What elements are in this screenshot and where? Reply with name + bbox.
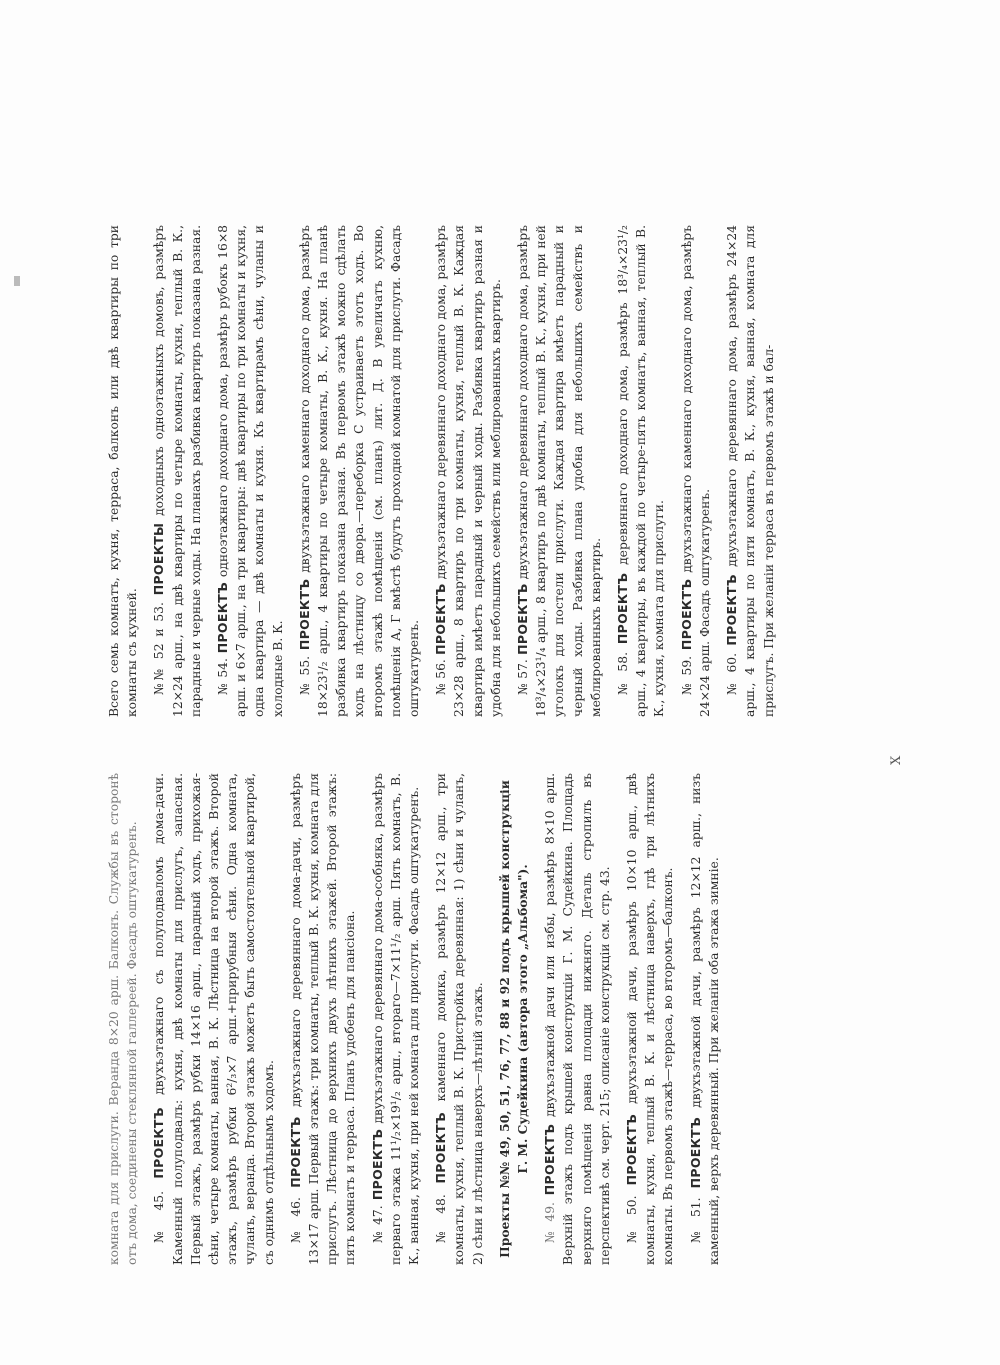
right-column <box>105 225 787 717</box>
paragraph-project-45: № 45. ПРОЕКТЪ двухъэтажнаго съ полуподваломъ дома-дачи. Каменный полуподвалъ: кухня, двѣ комнаты для прислугъ, запасная. Первый этажъ, размѣръ рубки 14×16 арш., парадный ходъ, прихожая-сѣни, четыре комнаты, ванная, В. К. Лѣстница на второй этажъ. Второй этажъ, размѣръ рубки 6²/₃×7 арш.+прирубныя сѣни. Одна комната, чуланъ, веранда. Второй этажъ можетъ быть самостоятельной квартирой, съ однимъ отдѣльнымъ ходомъ. <box>151 773 276 1265</box>
section-heading: Проекты №№ 49, 50, 51, 76, 77, 88 и 92 подъ крышей конструкціи Г. М. Судейкина (автора этого „Альбома"). <box>496 780 531 1258</box>
rotated-page-content <box>105 224 904 1265</box>
paragraph-project-50: № 50. ПРОЕКТЪ двухъэтажной дачи, размѣръ 10×10 арш., двѣ комнаты, кухня, теплый В. К. и лѣстница наверхъ, гдѣ три лѣтнихъ комнаты. Въ первомъ этажѣ—терраса, во второмъ—балконъ. <box>624 773 676 1265</box>
paragraph-project-46: № 46. ПРОЕКТЪ двухъэтажнаго деревяннаго дома-дачи, размѣръ 13×17 арш. Первый этажъ: три комнаты, теплый В. К. кухня, комната для прислугъ. Лѣстница до верхнихъ двухъ лѣтнихъ этажей. Второй этажъ: пять комнатъ и терраса. Планъ удобенъ для пансіона. <box>287 773 358 1265</box>
paragraph-project-58: № 58. ПРОЕКТЪ деревяннаго доходнаго дома, размѣръ 18³/₄×23¹/₂ арш., 4 квартиры, въ каждой по четыре-пять комнатъ, ванная, теплый В. К., кухня, комната для прислуги. <box>615 225 667 717</box>
scan-mark <box>14 276 20 286</box>
paragraph-project-48: № 48. ПРОЕКТЪ каменнаго домика, размѣръ 12×12 арш., три комнаты, кухня, теплый В. К. Пристройка деревянная: 1) сѣни и чуланъ, 2) сѣни и лѣстница наверхъ—лѣтній этажъ. <box>433 773 485 1265</box>
paragraph-project-57: № 57. ПРОЕКТЪ двухъэтажнаго деревяннаго доходнаго дома, размѣръ 18³/₄×23¹/₄ арш., 8 квартиръ по двѣ комнаты, теплый В. К., кухня, при ней уголокъ для постели прислуги. Каждая квартира имѣетъ парадный и черный ходы. Разбивка плана удобна для небольшихъ семействъ и меблированныхъ квартиръ. <box>515 225 603 717</box>
paragraph-project-55: № 55. ПРОЕКТЪ двухъэтажнаго каменнаго доходнаго дома, размѣръ 18×23¹/₂ арш., 4 квартиры по четыре комнаты, В. К., кухня. На планѣ разбивка квартиръ показана разная. Въ первомъ этажѣ можно сдѣлать ходъ на лѣстницу со двора.—переборка С устраиваетъ этотъ ходъ. Во второмъ этажѣ помѣщенія (см. планъ) лит. Д. В увеличатъ кухню, помѣщенія А, Г вмѣстѣ будутъ проходной комнатой для прислуги. Фасадъ оштукатуренъ. <box>296 225 422 717</box>
left-column <box>105 773 732 1265</box>
paragraph-project-60: № 60. ПРОЕКТЪ двухъэтажнаго деревяннаго дома, размѣръ 24×24 арш., 4 квартиры по пяти комнатъ, В. К., кухня, ванная, комната для прислугъ. При желаніи терраса въ первомъ этажѣ и бал- <box>724 225 776 717</box>
paragraph-continuation: Всего семь комнатъ, кухня, терраса, балконъ или двѣ квартиры по три комнаты съ кухней. <box>107 225 140 717</box>
paragraph-project-49: № 49. ПРОЕКТЪ двухъэтажной дачи или избы, размѣръ 8×10 арш. Верхній этажъ подъ крышей конструкціи Г. М. Судейкина. Площадь верхняго помѣщенія равна площади нижняго. Деталь стропилъ въ перспективѣ см. черт. 215; описаніе конструкціи см. стр. 43. <box>542 773 612 1265</box>
paragraph-project-59: № 59. ПРОЕКТЪ двухъэтажнаго каменнаго доходнаго дома, размѣръ 24×24 арш. Фасадъ оштукатуренъ. <box>678 225 712 717</box>
paragraph-intro: комната для прислуги. Веранда 8×20 арш. Балконъ. Службы въ сторонѣ отъ дома, соединены стеклянной галлереей. Фасадъ оштукатуренъ. <box>107 773 140 1265</box>
paragraph-project-54: № 54. ПРОЕКТЪ одноэтажнаго доходнаго дома, размѣръ рубокъ 16×8 арш. и 6×7 арш., на три квартиры: двѣ квартиры по три комнаты и кухня, одна квартира — двѣ комнаты и кухня. Къ квартирамъ сѣни, чуланы и холодные В. К. <box>215 225 285 717</box>
paragraph-projects-52-53: №№ 52 и 53. ПРОЕКТЫ доходныхъ одноэтажныхъ домовъ, размѣръ 12×24 арш., на двѣ квартиры по четыре комнаты, кухня, теплый В. К., парадные и черные ходы. На планахъ разбивка квартиръ показана разная. <box>151 224 203 717</box>
paragraph-project-56: № 56. ПРОЕКТЪ двухъэтажнаго деревяннаго доходнаго дома, размѣръ 23×28 арш., 8 квартиръ по три комнаты, кухня, теплый В. К. Каждая квартира имѣетъ парадный и черный ходы. Разбивка квартиръ разная и удобна для небольшихъ семействъ или меблированныхъ квартиръ. <box>433 225 503 717</box>
paragraph-project-51: № 51. ПРОЕКТЪ двухъэтажной дачи, размѣръ 12×12 арш., низъ каменный, верхъ деревянный. При желаніи оба этажа зимніе. <box>687 772 721 1265</box>
page-number: X <box>889 755 904 765</box>
paragraph-project-47: № 47. ПРОЕКТЪ двухъэтажнаго деревяннаго дома-особняка, размѣръ перваго этажа 11¹/₂×19¹/₂ арш., втораго—7×11¹/₂ арш. Пять комнатъ, В. К., ванная, кухня, при ней комната для прислуги. Фасадъ оштукатуренъ. <box>369 773 422 1265</box>
